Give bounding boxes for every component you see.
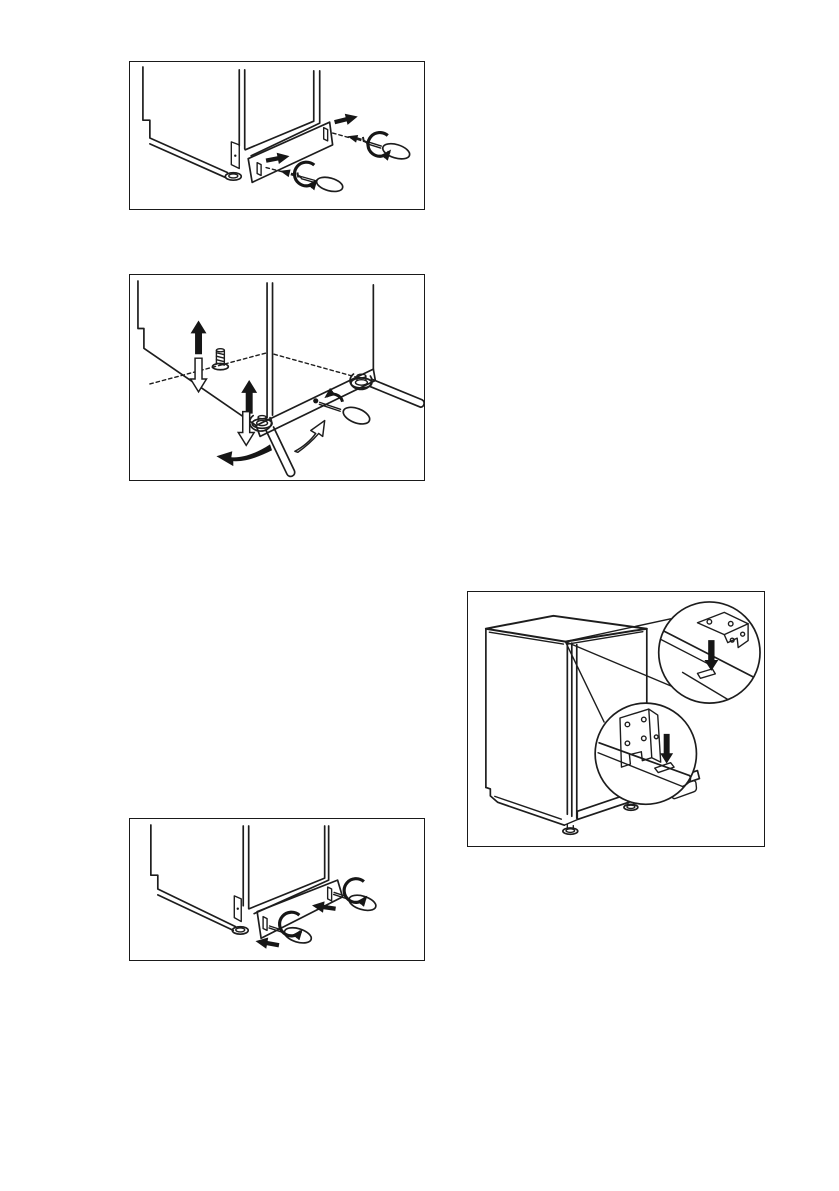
arrow-down-outline-icon (191, 358, 207, 392)
front-foot-with-wrench (250, 416, 295, 477)
arrow-right-icon (265, 151, 291, 167)
plinth-slot (263, 917, 267, 931)
plinth-slot (324, 128, 328, 141)
direction-arrows (265, 111, 359, 166)
mounting-bracket-illustration (468, 592, 764, 846)
arrow-up-icon (191, 321, 207, 355)
plinth-panel-unscrew-illustration (130, 62, 424, 209)
rail-hole-dot (313, 398, 318, 403)
arrow-right-icon (333, 111, 359, 128)
screw-hole-dot (234, 155, 236, 157)
screw-icon (356, 138, 361, 139)
screwdriver-handle-icon (341, 404, 372, 427)
base-plane-dashed (150, 353, 360, 384)
turn-left-curved-arrow-icon (216, 444, 272, 466)
figure-frame-plinth-attachment (129, 818, 425, 961)
screwdriver-lower (294, 162, 344, 194)
screwdriver-upper (364, 133, 412, 162)
plinth-panel-screw-on-illustration (130, 819, 424, 960)
right-foot-with-wrench (350, 374, 424, 407)
screwdriver-handle-icon (315, 175, 344, 194)
raise-lower-arrows-front (238, 380, 257, 445)
arrow-up-icon (241, 380, 257, 414)
arrow-left-icon (255, 935, 280, 950)
screw-upper (333, 132, 364, 142)
figure-frame-bracket-insertion (467, 591, 765, 847)
plinth-slot (257, 163, 261, 176)
figure-frame-plinth-removal (129, 61, 425, 210)
figure-frame-feet-adjustment (129, 274, 425, 481)
screw-hole-dot (237, 908, 239, 910)
screwdriver-handle-icon (381, 141, 412, 162)
leveling-foot-icon (563, 824, 578, 834)
plinth-slot (328, 887, 332, 901)
leveling-feet-illustration (130, 275, 424, 480)
cabinet-underside-outline (138, 281, 375, 436)
raise-lower-arrows-rear (191, 321, 207, 392)
turn-right-outline-arrow-icon (295, 421, 325, 453)
